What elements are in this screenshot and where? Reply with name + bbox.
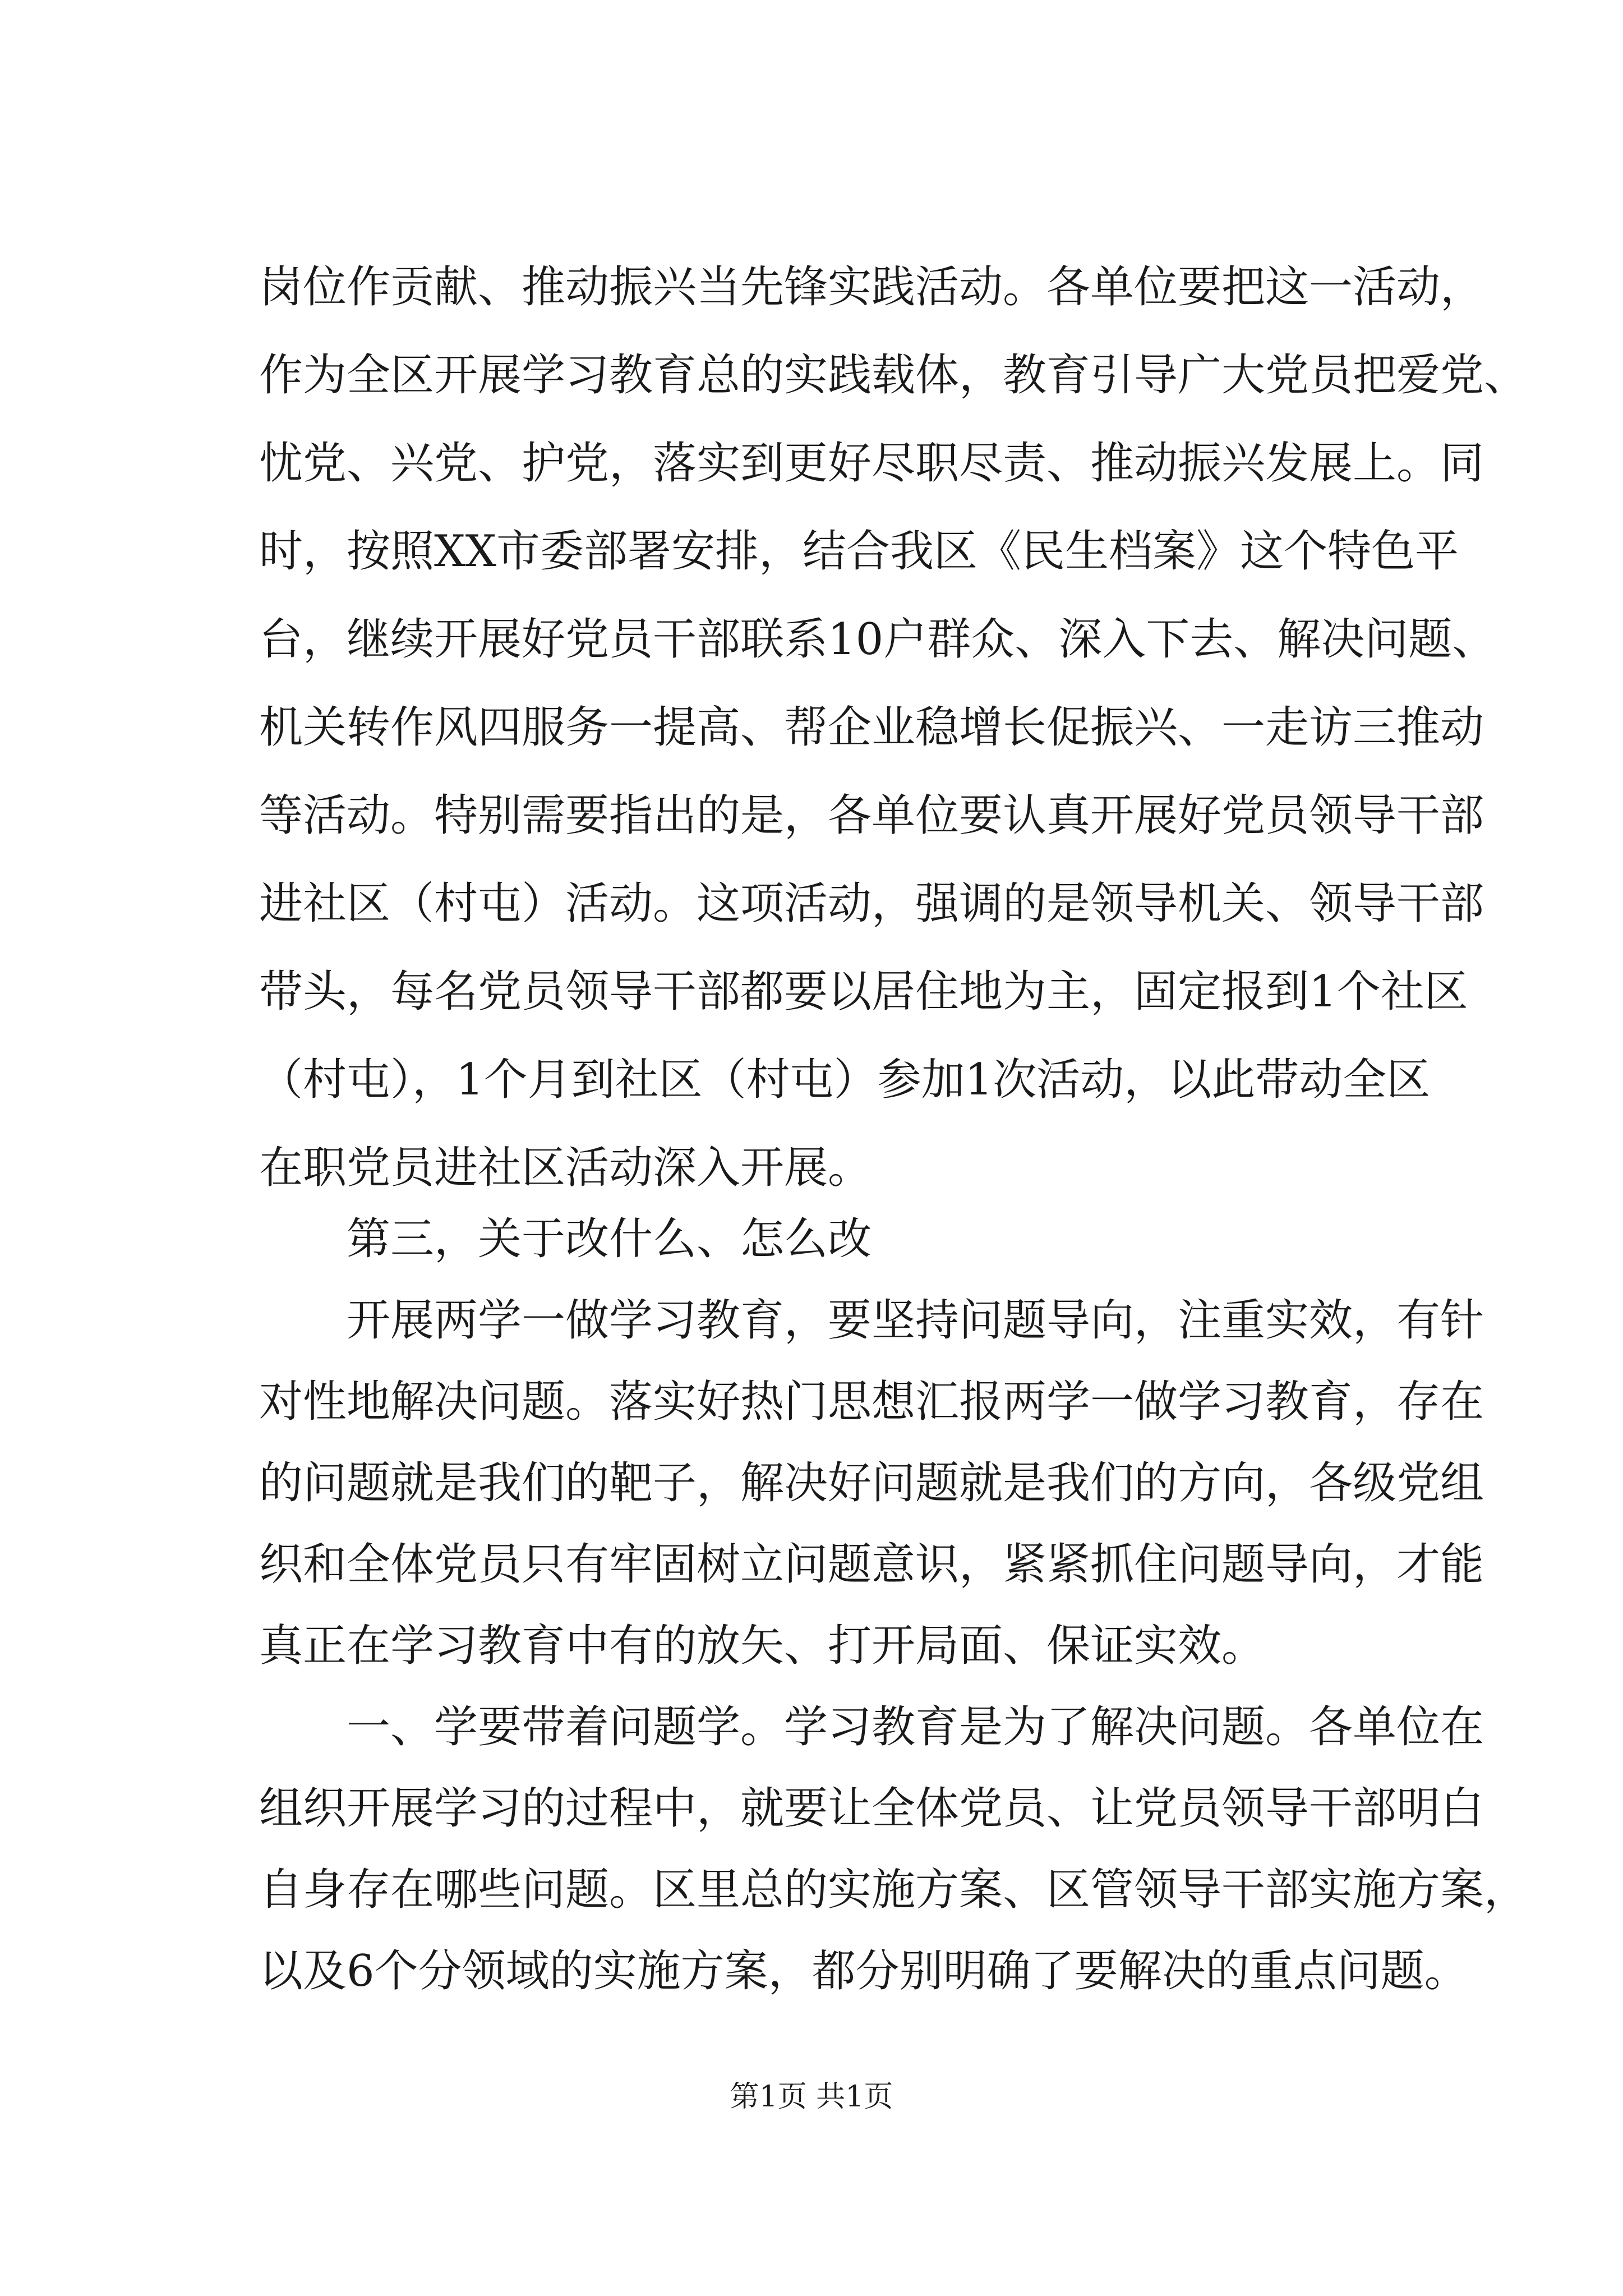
text-line: 岗位作贡献、推动振兴当先锋实践活动。各单位要把这一活动， <box>259 262 1484 312</box>
text-line: 等活动。特别需要指出的是，各单位要认真开展好党员领导干部 <box>259 790 1484 841</box>
text-line: 在职党员进社区活动深入开展。 <box>259 1143 872 1193</box>
text-line: 自身存在哪些问题。区里总的实施方案、区管领导干部实施方案， <box>259 1865 1528 1915</box>
text-line: 以及6个分领域的实施方案，都分别明确了要解决的重点问题。 <box>259 1946 1468 1996</box>
text-line: 一、学要带着问题学。学习教育是为了解决问题。各单位在 <box>347 1702 1484 1752</box>
text-line: 作为全区开展学习教育总的实践载体，教育引导广大党员把爱党、 <box>259 350 1528 401</box>
text-line: 真正在学习教育中有的放矢、打开局面、保证实效。 <box>259 1621 1266 1671</box>
text-line: 带头，每名党员领导干部都要以居住地为主，固定报到1个社区 <box>259 967 1468 1017</box>
text-line: 忧党、兴党、护党，落实到更好尽职尽责、推动振兴发展上。同 <box>259 438 1484 489</box>
text-line: 的问题就是我们的靶子，解决好问题就是我们的方向，各级党组 <box>259 1458 1484 1508</box>
text-line: （村屯），1个月到社区（村屯）参加1次活动，以此带动全区 <box>259 1055 1431 1105</box>
section-heading: 第三，关于改什么、怎么改 <box>347 1214 872 1264</box>
text-line: 进社区（村屯）活动。这项活动，强调的是领导机关、领导干部 <box>259 878 1484 929</box>
text-line: 织和全体党员只有牢固树立问题意识，紧紧抓住问题导向，才能 <box>259 1539 1484 1590</box>
text-line: 组织开展学习的过程中，就要让全体党员、让党员领导干部明白 <box>259 1783 1484 1834</box>
text-line: 台，继续开展好党员干部联系10户群众、深入下去、解决问题、 <box>259 614 1496 665</box>
page-number: 第1页 共1页 <box>730 2080 893 2114</box>
text-line: 机关转作风四服务一提高、帮企业稳增长促振兴、一走访三推动 <box>259 702 1484 753</box>
text-line: 对性地解决问题。落实好热门思想汇报两学一做学习教育，存在 <box>259 1377 1484 1427</box>
text-line: 时，按照XX市委部署安排，结合我区《民生档案》这个特色平 <box>259 526 1459 577</box>
text-line: 开展两学一做学习教育，要坚持问题导向，注重实效，有针 <box>347 1295 1484 1346</box>
